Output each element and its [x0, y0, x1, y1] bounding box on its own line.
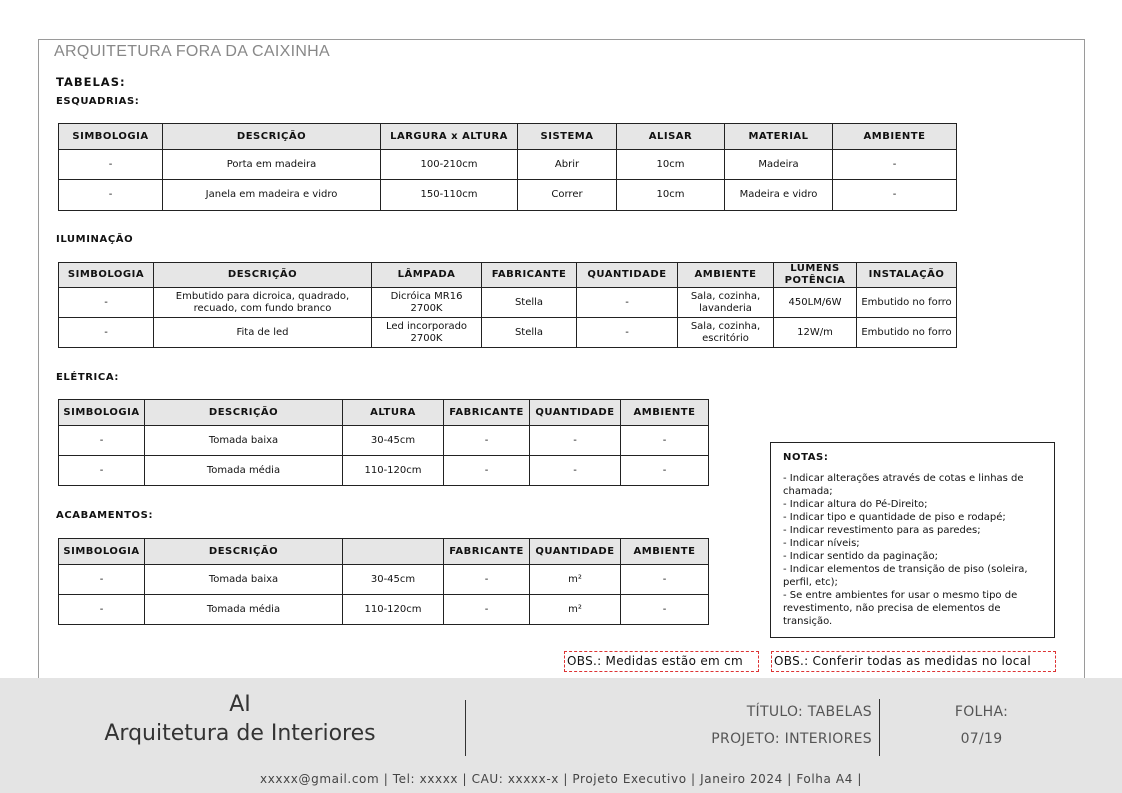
table-row: [59, 595, 709, 625]
table-eletrica: [58, 399, 709, 486]
table-cell: -: [59, 288, 154, 318]
table-cell: -: [444, 595, 530, 625]
note-item: - Indicar sentido da paginação;: [783, 551, 938, 562]
obs-verify-note: OBS.: Conferir todas as medidas no local: [771, 651, 1056, 672]
table-cell: Correr: [518, 180, 617, 211]
table-cell: -: [59, 595, 145, 625]
table-cell: Sala, cozinha, escritório: [678, 318, 774, 348]
column-header: DESCRIÇÃO: [145, 400, 343, 426]
table-cell: Stella: [482, 288, 577, 318]
table-cell: m²: [530, 565, 621, 595]
column-header: [343, 539, 444, 565]
table-row: [59, 150, 957, 180]
table-cell: -: [833, 180, 957, 211]
section-title-esquadrias: ESQUADRIAS:: [56, 96, 140, 107]
table-cell: -: [621, 426, 709, 456]
column-header: FABRICANTE: [444, 400, 530, 426]
table-cell: Tomada média: [145, 456, 343, 486]
table-cell: -: [530, 456, 621, 486]
table-cell: 10cm: [617, 180, 725, 211]
column-header: AMBIENTE: [621, 539, 709, 565]
sheet-title: TÍTULO: TABELAS: [746, 704, 872, 720]
table-cell: -: [444, 565, 530, 595]
note-item: - Indicar elementos de transição de piso (soleira, perfil, etc);: [783, 564, 1028, 588]
contact-info: xxxxx@gmail.com | Tel: xxxxx | CAU: xxxxx-x | Projeto Executivo | Janeiro 2024 | Folha A4 |: [260, 772, 862, 786]
table-header-row: [59, 124, 957, 150]
table-cell: 10cm: [617, 150, 725, 180]
column-header: ALTURA: [343, 400, 444, 426]
column-header: AMBIENTE: [833, 124, 957, 150]
table-cell: 30-45cm: [343, 426, 444, 456]
table-cell: -: [59, 150, 163, 180]
sheet-number: 07/19: [960, 731, 1003, 747]
table-cell: Porta em madeira: [163, 150, 381, 180]
note-item: - Indicar tipo e quantidade de piso e rodapé;: [783, 512, 1006, 523]
table-cell: Tomada baixa: [145, 565, 343, 595]
table-header-row: [59, 263, 957, 288]
table-cell: -: [59, 565, 145, 595]
column-header: LÂMPADA: [372, 263, 482, 288]
table-cell: Dicróica MR16 2700K: [372, 288, 482, 318]
table-cell: Embutido para dicroica, quadrado, recuado, com fundo branco: [154, 288, 372, 318]
column-header: LUMENS POTÊNCIA: [774, 263, 857, 288]
table-cell: -: [621, 565, 709, 595]
table-cell: -: [59, 318, 154, 348]
table-cell: -: [59, 456, 145, 486]
note-item: - Indicar alterações através de cotas e linhas de chamada;: [783, 473, 1024, 497]
obs-units-note: OBS.: Medidas estão em cm: [564, 651, 759, 672]
table-cell: m²: [530, 595, 621, 625]
table-row: [59, 426, 709, 456]
table-cell: Tomada média: [145, 595, 343, 625]
table-cell: Embutido no forro: [857, 318, 957, 348]
table-cell: 100-210cm: [381, 150, 518, 180]
table-cell: -: [59, 180, 163, 211]
table-cell: Abrir: [518, 150, 617, 180]
column-header: SIMBOLOGIA: [59, 400, 145, 426]
table-cell: -: [577, 318, 678, 348]
table-cell: -: [833, 150, 957, 180]
table-cell: 150-110cm: [381, 180, 518, 211]
column-header: DESCRIÇÃO: [154, 263, 372, 288]
column-header: LARGURA x ALTURA: [381, 124, 518, 150]
table-cell: Fita de led: [154, 318, 372, 348]
column-header: FABRICANTE: [444, 539, 530, 565]
column-header: SIMBOLOGIA: [59, 124, 163, 150]
table-header-row: [59, 539, 709, 565]
table-cell: Madeira e vidro: [725, 180, 833, 211]
column-header: INSTALAÇÃO: [857, 263, 957, 288]
column-header: QUANTIDADE: [577, 263, 678, 288]
table-row: [59, 318, 957, 348]
table-acabamentos: [58, 538, 709, 625]
table-cell: 30-45cm: [343, 565, 444, 595]
table-cell: 110-120cm: [343, 595, 444, 625]
table-cell: -: [444, 426, 530, 456]
note-item: - Indicar revestimento para as paredes;: [783, 525, 981, 536]
table-header-row: [59, 400, 709, 426]
column-header: MATERIAL: [725, 124, 833, 150]
note-item: - Se entre ambientes for usar o mesmo tipo de revestimento, não precisa de elementos de transição.: [783, 590, 1018, 627]
table-cell: -: [621, 595, 709, 625]
table-row: [59, 180, 957, 211]
table-cell: -: [530, 426, 621, 456]
divider: [879, 699, 880, 756]
column-header: DESCRIÇÃO: [163, 124, 381, 150]
company-name: Arquitetura de Interiores: [104, 721, 376, 746]
table-cell: Tomada baixa: [145, 426, 343, 456]
column-header: DESCRIÇÃO: [145, 539, 343, 565]
table-esquadrias: [58, 123, 957, 211]
column-header: ALISAR: [617, 124, 725, 150]
table-cell: -: [444, 456, 530, 486]
column-header: SISTEMA: [518, 124, 617, 150]
table-cell: Sala, cozinha, lavanderia: [678, 288, 774, 318]
column-header: QUANTIDADE: [530, 539, 621, 565]
note-item: - Indicar níveis;: [783, 538, 860, 549]
table-cell: -: [621, 456, 709, 486]
table-cell: 450LM/6W: [774, 288, 857, 318]
column-header: AMBIENTE: [621, 400, 709, 426]
table-cell: Embutido no forro: [857, 288, 957, 318]
table-cell: 12W/m: [774, 318, 857, 348]
column-header: SIMBOLOGIA: [59, 263, 154, 288]
table-cell: Janela em madeira e vidro: [163, 180, 381, 211]
table-cell: 110-120cm: [343, 456, 444, 486]
page-heading: TABELAS:: [56, 75, 126, 89]
table-row: [59, 288, 957, 318]
column-header: FABRICANTE: [482, 263, 577, 288]
table-cell: Madeira: [725, 150, 833, 180]
note-item: - Indicar altura do Pé-Direito;: [783, 499, 928, 510]
section-title-iluminacao: ILUMINAÇÃO: [56, 234, 134, 245]
notes-box: [770, 442, 1055, 638]
notes-title: NOTAS:: [783, 452, 829, 463]
section-title-acabamentos: ACABAMENTOS:: [56, 510, 154, 521]
table-cell: -: [59, 426, 145, 456]
table-cell: Led incorporado 2700K: [372, 318, 482, 348]
sheet-label: FOLHA:: [954, 704, 1009, 720]
column-header: AMBIENTE: [678, 263, 774, 288]
section-title-eletrica: ELÉTRICA:: [56, 372, 119, 383]
divider: [465, 700, 466, 756]
company-logo-text: AI: [229, 692, 251, 717]
column-header: SIMBOLOGIA: [59, 539, 145, 565]
column-header: QUANTIDADE: [530, 400, 621, 426]
table-cell: -: [577, 288, 678, 318]
table-iluminacao: [58, 262, 957, 348]
table-row: [59, 456, 709, 486]
project-name: PROJETO: INTERIORES: [711, 731, 872, 747]
brand-title: ARQUITETURA FORA DA CAIXINHA: [54, 43, 331, 60]
table-row: [59, 565, 709, 595]
table-cell: Stella: [482, 318, 577, 348]
